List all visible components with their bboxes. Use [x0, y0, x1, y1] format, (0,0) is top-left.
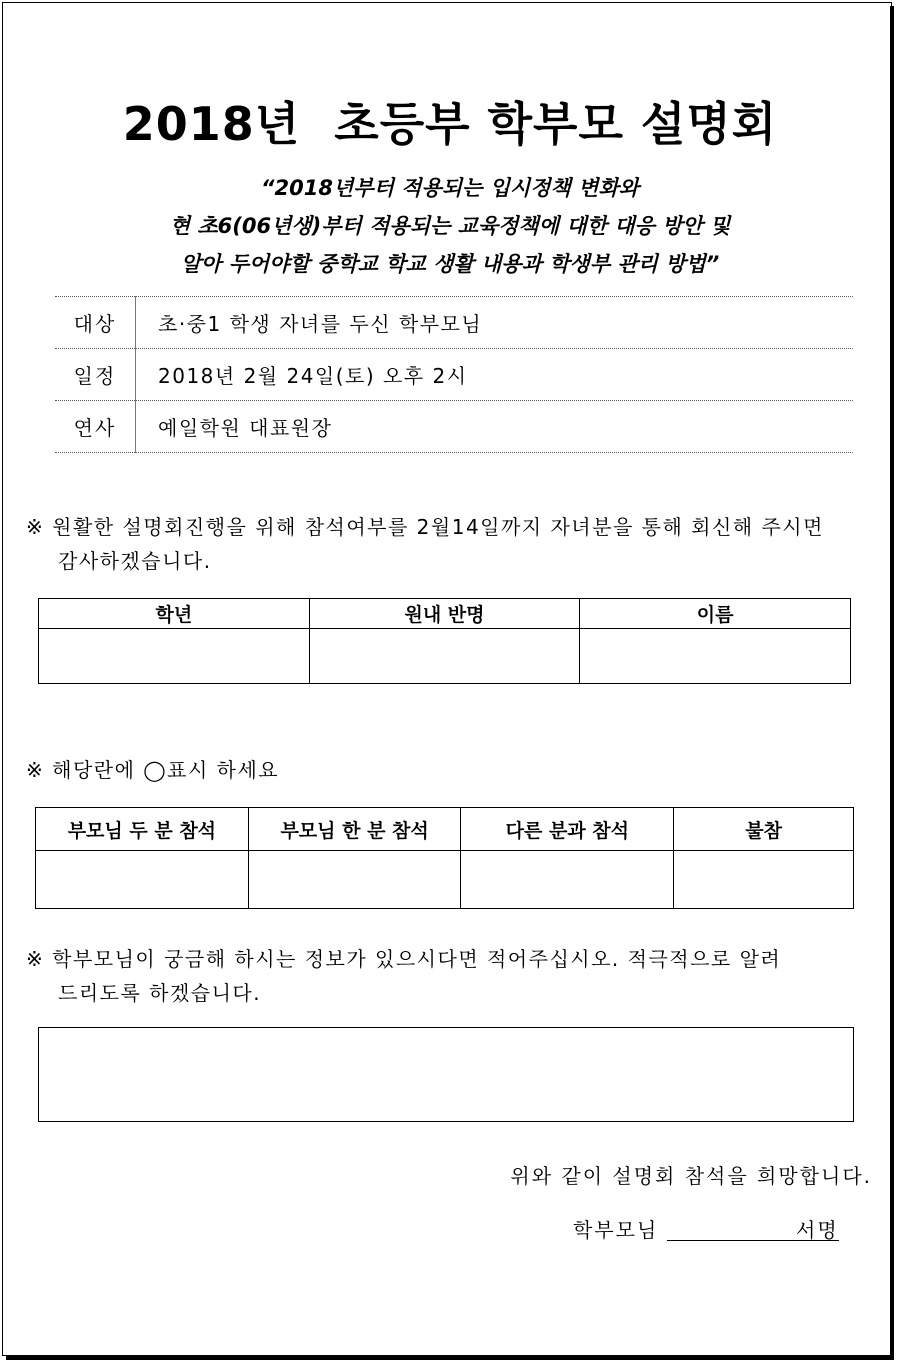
info-label-target: 대상: [55, 297, 136, 349]
absent-cell[interactable]: [674, 851, 854, 909]
info-row-speaker: [55, 401, 853, 453]
header-absent: 불참: [674, 808, 854, 851]
info-value-speaker: 예일학원 대표원장: [136, 401, 854, 453]
header-other-person: 다른 분과 참석: [461, 808, 674, 851]
questions-note: [26, 942, 781, 1010]
subtitle-line-3: 알아 두어야할 중학교 학교 생활 내용과 학생부 관리 방법”: [180, 252, 720, 276]
reference-mark: ※: [26, 515, 45, 539]
header-name: 이름: [580, 599, 851, 629]
grade-field[interactable]: [39, 629, 310, 684]
student-info-table: [38, 598, 851, 684]
reply-note-line-2: 감사하겠습니다.: [58, 549, 212, 573]
info-row-target: [55, 297, 853, 349]
attendance-note: [26, 753, 279, 787]
questions-note-line-2: 드리도록 하겠습니다.: [58, 981, 262, 1005]
info-value-schedule: 2018년 2월 24일(토) 오후 2시: [136, 349, 854, 401]
reply-note-line-1: 원활한 설명회진행을 위해 참석여부를 2월14일까지 자녀분을 통해 회신해 주시면: [52, 515, 824, 539]
subtitle-line-1: “2018년부터 적용되는 입시정책 변화와: [261, 176, 639, 200]
attendance-table: [35, 807, 854, 909]
signature-line: [573, 1214, 839, 1243]
header-class-name: 원내 반명: [309, 599, 580, 629]
info-value-target: 초·중1 학생 자녀를 두신 학부모님: [136, 297, 854, 349]
parent-label: 학부모님: [573, 1218, 659, 1242]
one-parent-cell[interactable]: [248, 851, 461, 909]
info-label-speaker: 연사: [55, 401, 136, 453]
both-parents-cell[interactable]: [36, 851, 249, 909]
subtitle-line-2: 현 초6(06년생)부터 적용되는 교육정책에 대한 대응 방안 및: [169, 214, 731, 238]
questions-note-line-1: 학부모님이 궁금해 하시는 정보가 있으시다면 적어주십시오. 적극적으로 알려: [52, 947, 782, 971]
reply-note: [26, 510, 824, 578]
header-both-parents: 부모님 두 분 참석: [36, 808, 249, 851]
questions-input-box[interactable]: [38, 1027, 854, 1122]
signature-field[interactable]: [667, 1214, 839, 1241]
student-name-field[interactable]: [580, 629, 851, 684]
info-label-schedule: 일정: [55, 349, 136, 401]
attendance-note-text: 해당란에 ◯표시 하세요: [52, 758, 280, 782]
info-row-schedule: [55, 349, 853, 401]
header-one-parent: 부모님 한 분 참석: [248, 808, 461, 851]
reference-mark: ※: [26, 947, 45, 971]
other-person-cell[interactable]: [461, 851, 674, 909]
header-grade: 학년: [39, 599, 310, 629]
event-info-table: [55, 296, 853, 453]
page-title: 2018년 초등부 학부모 설명회: [122, 97, 778, 151]
closing-statement: 위와 같이 설명회 참석을 희망합니다.: [510, 1164, 872, 1188]
class-name-field[interactable]: [309, 629, 580, 684]
sign-label: 서명: [796, 1218, 839, 1242]
reference-mark: ※: [26, 758, 45, 782]
